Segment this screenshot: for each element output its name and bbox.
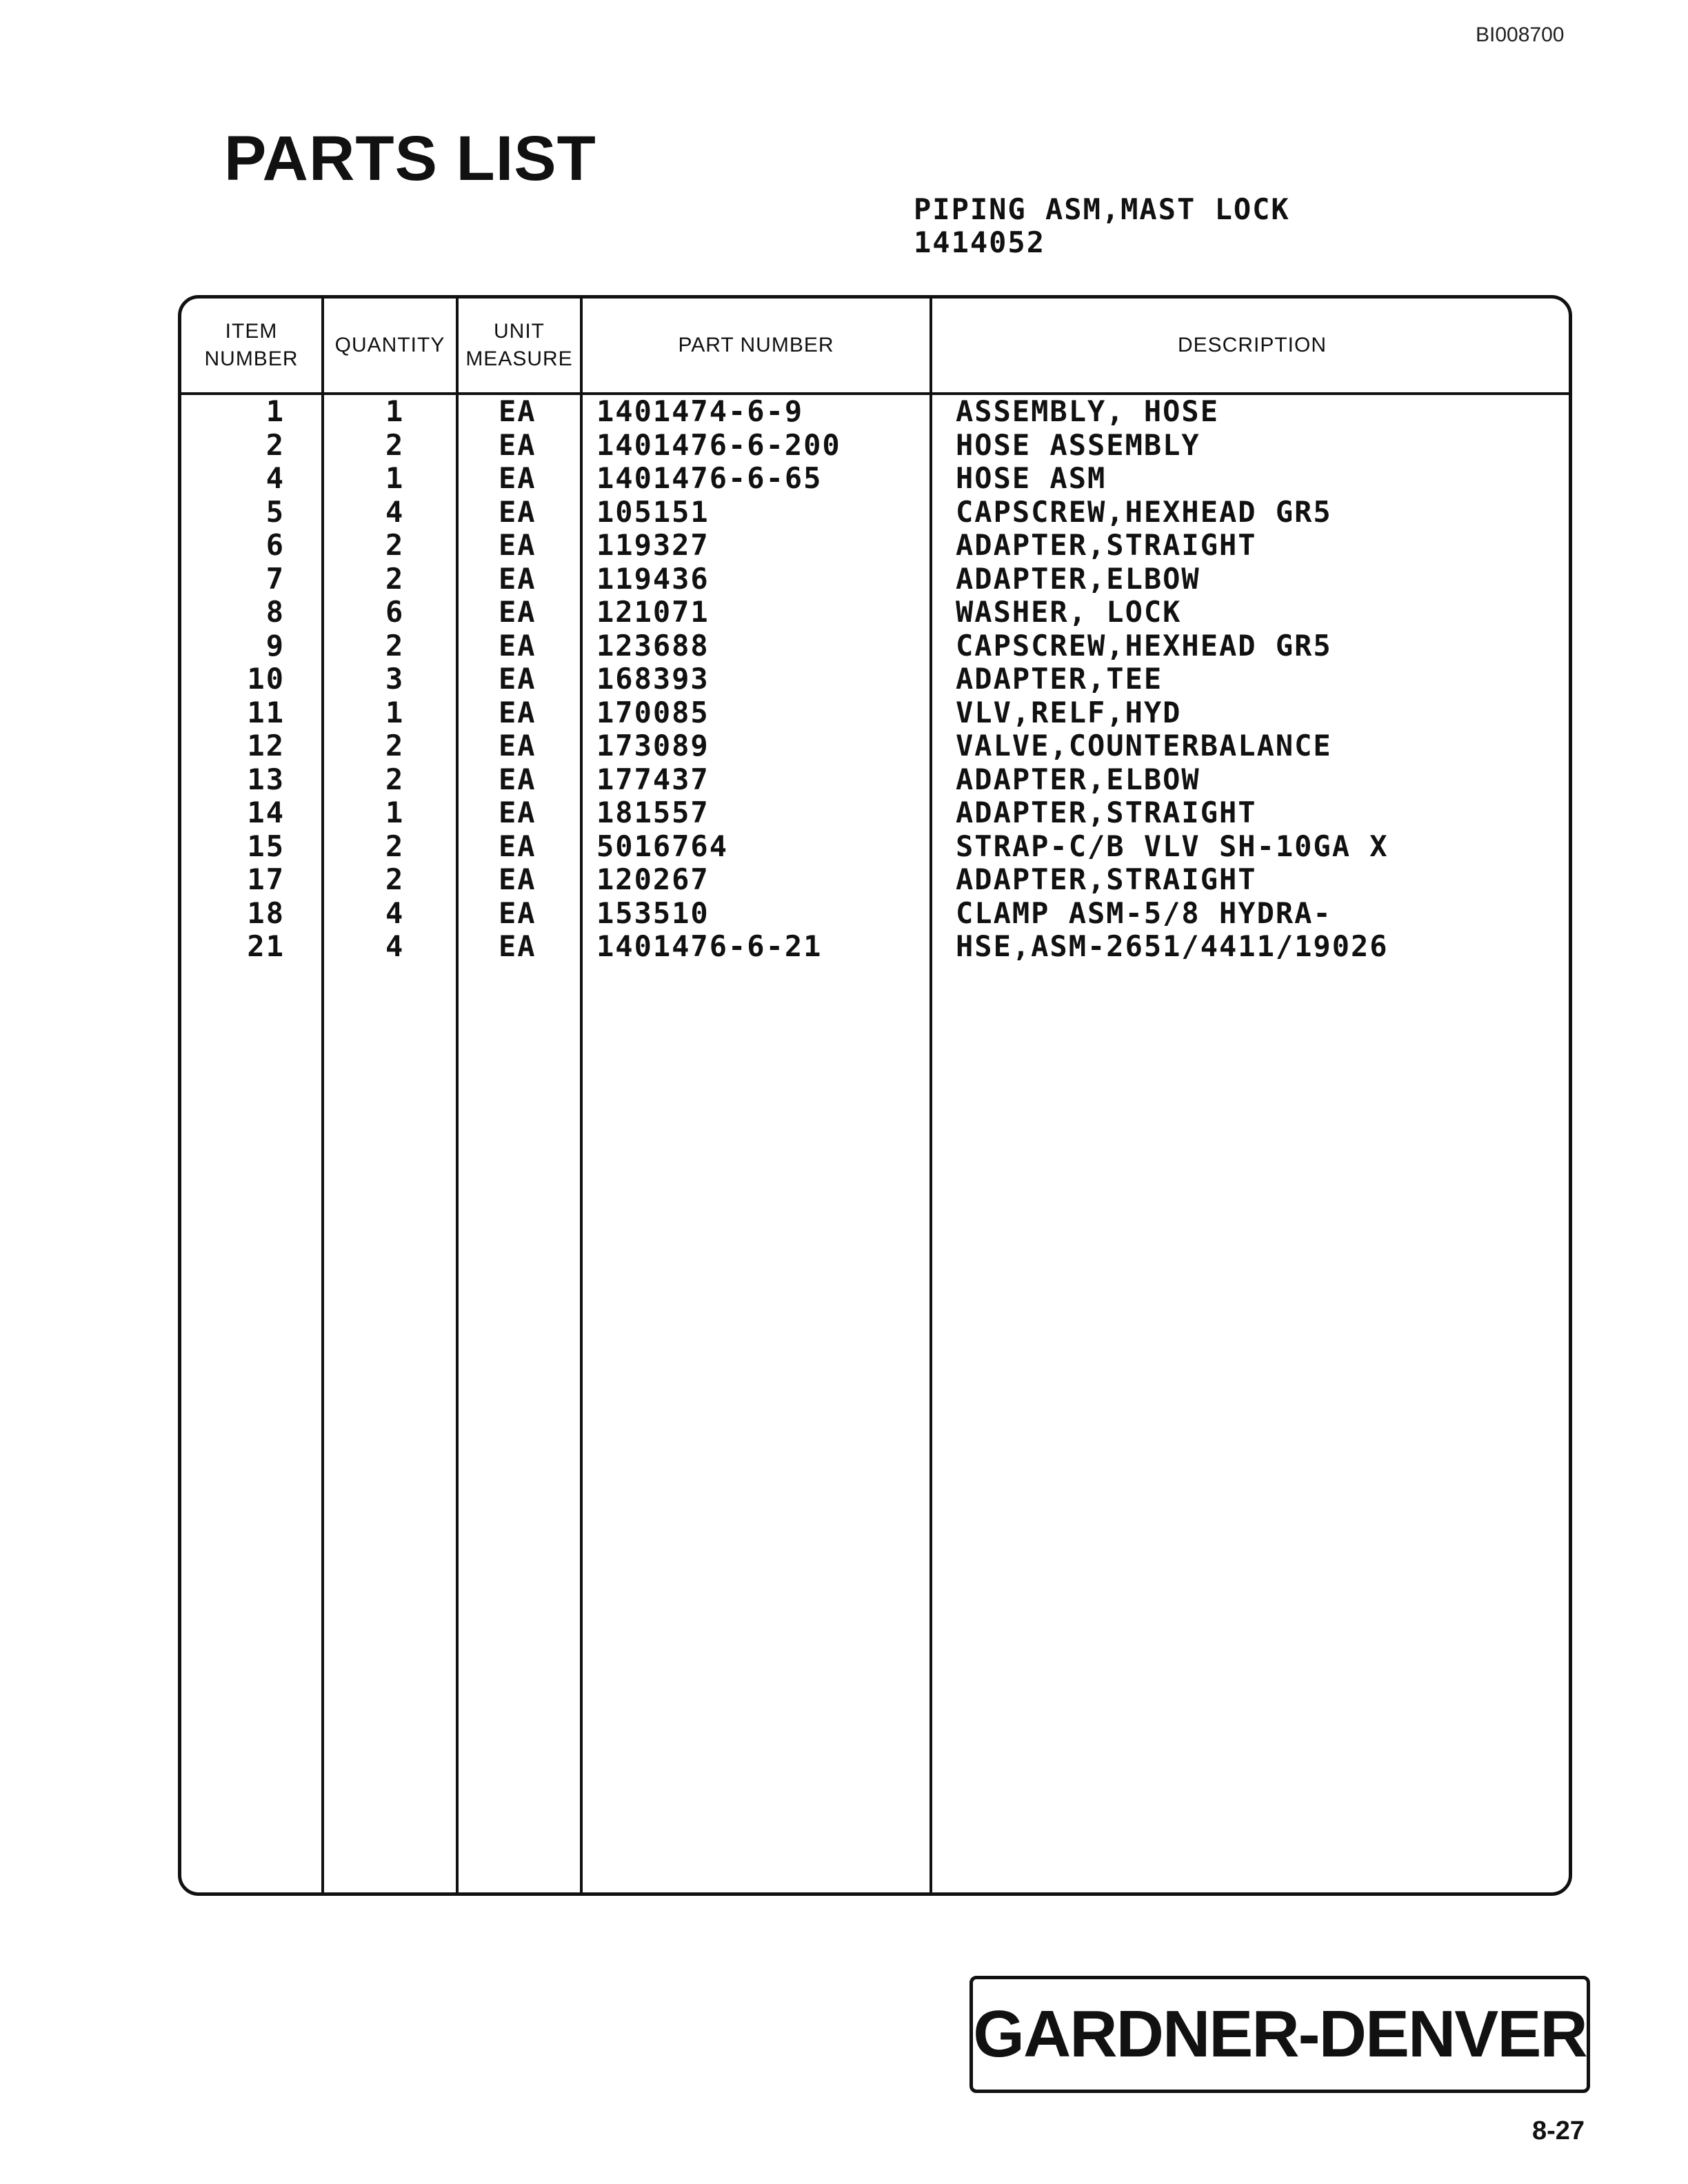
- quantity-cell: 4: [385, 896, 405, 930]
- item-number-cell: 1: [265, 394, 285, 428]
- part-number-cell: 120267: [596, 862, 710, 896]
- table-row: [181, 496, 1569, 529]
- unit-measure-cell: EA: [499, 461, 536, 495]
- table-row: [181, 930, 1569, 964]
- unit-measure-cell: EA: [499, 695, 536, 729]
- part-number-cell: 119327: [596, 528, 710, 562]
- quantity-cell: 2: [385, 862, 405, 896]
- header-part-number: PART NUMBER: [678, 334, 834, 356]
- item-number-cell: 4: [265, 461, 285, 495]
- part-number-cell: 173089: [596, 729, 710, 762]
- description-cell: ADAPTER,TEE: [956, 662, 1163, 696]
- quantity-cell: 4: [385, 494, 405, 529]
- part-number-cell: 105151: [596, 494, 710, 529]
- table-body: [181, 395, 1569, 964]
- part-number-cell: 119436: [596, 561, 710, 596]
- description-cell: CLAMP ASM-5/8 HYDRA-: [956, 896, 1332, 930]
- item-number-cell: 15: [247, 829, 285, 863]
- description-cell: VALVE,COUNTERBALANCE: [956, 729, 1332, 762]
- description-cell: HSE,ASM-2651/4411/19026: [956, 929, 1389, 963]
- item-number-cell: 8: [265, 595, 285, 629]
- description-cell: WASHER, LOCK: [956, 595, 1182, 629]
- description-cell: VLV,RELF,HYD: [956, 695, 1182, 729]
- description-cell: ADAPTER,STRAIGHT: [956, 796, 1257, 829]
- part-number-cell: 1401474-6-9: [596, 394, 804, 428]
- table-row: [181, 596, 1569, 629]
- header-unit-measure: UNIT MEASURE: [465, 320, 573, 370]
- unit-measure-cell: EA: [499, 662, 536, 696]
- part-number-cell: 5016764: [596, 829, 729, 863]
- parts-table: [178, 295, 1572, 1896]
- part-number-cell: 153510: [596, 896, 710, 930]
- item-number-cell: 14: [247, 796, 285, 829]
- quantity-cell: 3: [385, 662, 405, 696]
- description-cell: ADAPTER,STRAIGHT: [956, 862, 1257, 896]
- unit-measure-cell: EA: [499, 561, 536, 596]
- unit-measure-cell: EA: [499, 494, 536, 529]
- table-row: [181, 863, 1569, 897]
- unit-measure-cell: EA: [499, 862, 536, 896]
- part-number-cell: 170085: [596, 695, 710, 729]
- page-title: PARTS LIST: [224, 123, 596, 194]
- header-quantity: QUANTITY: [334, 334, 445, 356]
- part-number-cell: 1401476-6-21: [596, 929, 823, 963]
- description-cell: HOSE ASM: [956, 461, 1107, 495]
- unit-measure-cell: EA: [499, 394, 536, 428]
- description-cell: ADAPTER,ELBOW: [956, 561, 1200, 596]
- table-row: [181, 462, 1569, 496]
- table-row: [181, 729, 1569, 763]
- item-number-cell: 5: [265, 494, 285, 529]
- gardner-denver-logo: GARDNER-DENVER: [969, 1976, 1590, 2093]
- item-number-cell: 12: [247, 729, 285, 762]
- unit-measure-cell: EA: [499, 595, 536, 629]
- description-cell: CAPSCREW,HEXHEAD GR5: [956, 628, 1332, 663]
- unit-measure-cell: EA: [499, 729, 536, 762]
- item-number-cell: 6: [265, 528, 285, 562]
- item-number-cell: 11: [247, 695, 285, 729]
- table-row: [181, 830, 1569, 864]
- document-id: BI008700: [1476, 23, 1565, 46]
- quantity-cell: 6: [385, 595, 405, 629]
- unit-measure-cell: EA: [499, 829, 536, 863]
- table-row: [181, 395, 1569, 429]
- item-number-cell: 9: [265, 628, 285, 663]
- table-row: [181, 696, 1569, 730]
- part-number-cell: 123688: [596, 628, 710, 663]
- table-row: [181, 763, 1569, 797]
- item-number-cell: 21: [247, 929, 285, 963]
- description-cell: ADAPTER,STRAIGHT: [956, 528, 1257, 562]
- part-number-cell: 1401476-6-200: [596, 427, 841, 462]
- quantity-cell: 1: [385, 461, 405, 495]
- description-cell: HOSE ASSEMBLY: [956, 427, 1200, 462]
- item-number-cell: 18: [247, 896, 285, 930]
- quantity-cell: 1: [385, 796, 405, 829]
- part-number-cell: 1401476-6-65: [596, 461, 823, 495]
- quantity-cell: 2: [385, 528, 405, 562]
- item-number-cell: 7: [265, 561, 285, 596]
- part-number-cell: 121071: [596, 595, 710, 629]
- description-cell: STRAP-C/B VLV SH-10GA X: [956, 829, 1389, 863]
- unit-measure-cell: EA: [499, 762, 536, 796]
- unit-measure-cell: EA: [499, 528, 536, 562]
- quantity-cell: 1: [385, 394, 405, 428]
- table-row: [181, 663, 1569, 696]
- assembly-heading: [914, 193, 1290, 259]
- assembly-number: 1414052: [914, 225, 1046, 259]
- quantity-cell: 2: [385, 628, 405, 663]
- quantity-cell: 2: [385, 829, 405, 863]
- unit-measure-cell: EA: [499, 896, 536, 930]
- unit-measure-cell: EA: [499, 796, 536, 829]
- item-number-cell: 2: [265, 427, 285, 462]
- item-number-cell: 10: [247, 662, 285, 696]
- description-cell: ADAPTER,ELBOW: [956, 762, 1200, 796]
- quantity-cell: 2: [385, 729, 405, 762]
- header-description: DESCRIPTION: [1177, 334, 1327, 356]
- unit-measure-cell: EA: [499, 427, 536, 462]
- page-number: 8-27: [1532, 2116, 1585, 2145]
- table-row: [181, 897, 1569, 931]
- table-row: [181, 563, 1569, 596]
- part-number-cell: 168393: [596, 662, 710, 696]
- quantity-cell: 2: [385, 762, 405, 796]
- description-cell: ASSEMBLY, HOSE: [956, 394, 1220, 428]
- quantity-cell: 2: [385, 561, 405, 596]
- item-number-cell: 17: [247, 862, 285, 896]
- table-row: [181, 796, 1569, 830]
- quantity-cell: 1: [385, 695, 405, 729]
- header-item-number: ITEM NUMBER: [204, 320, 299, 370]
- part-number-cell: 181557: [596, 796, 710, 829]
- assembly-name: PIPING ASM,MAST LOCK: [914, 192, 1290, 226]
- unit-measure-cell: EA: [499, 929, 536, 963]
- table-row: [181, 629, 1569, 663]
- part-number-cell: 177437: [596, 762, 710, 796]
- table-row: [181, 529, 1569, 563]
- unit-measure-cell: EA: [499, 628, 536, 663]
- item-number-cell: 13: [247, 762, 285, 796]
- table-row: [181, 429, 1569, 463]
- description-cell: CAPSCREW,HEXHEAD GR5: [956, 494, 1332, 529]
- quantity-cell: 2: [385, 427, 405, 462]
- quantity-cell: 4: [385, 929, 405, 963]
